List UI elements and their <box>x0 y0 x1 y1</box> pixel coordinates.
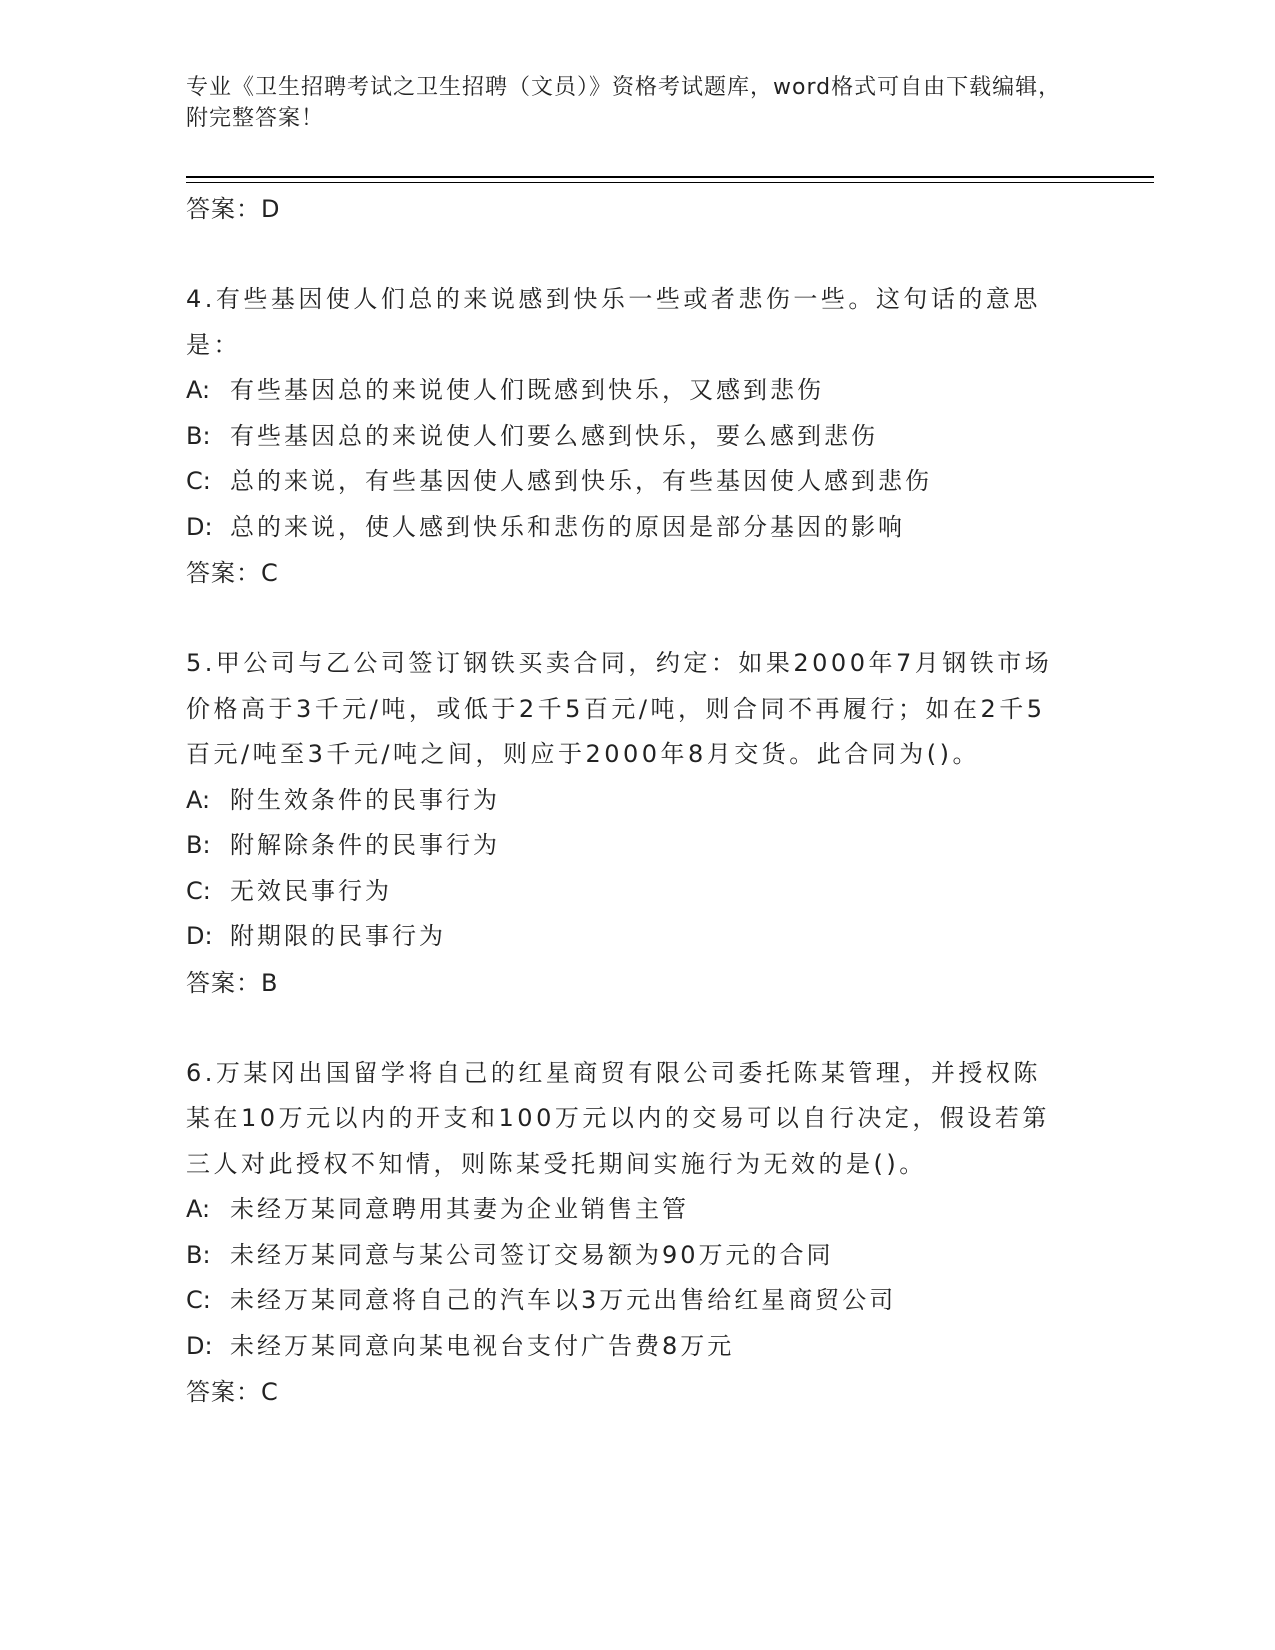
question-stem: 6.万某冈出国留学将自己的红星商贸有限公司委托陈某管理，并授权陈某在10万元以内的开支和100万元以内的交易可以自行决定，假设若第三人对此授权不知情，则陈某受托期间实施行为无效的是()。 <box>186 1058 1050 1178</box>
header-divider <box>186 176 1154 178</box>
option-text: 总的来说，使人感到快乐和悲伤的原因是部分基因的影响 <box>230 512 905 541</box>
option-a <box>186 778 1086 824</box>
option-text: 附解除条件的民事行为 <box>230 831 500 859</box>
option-letter: C: <box>186 876 211 905</box>
option-text: 未经万某同意聘用其妻为企业销售主管 <box>230 1195 689 1223</box>
option-d <box>186 1324 1086 1370</box>
option-text: 附期限的民事行为 <box>230 922 446 950</box>
option-a <box>186 1187 1086 1233</box>
option-d <box>186 505 1086 551</box>
header-divider-thin <box>186 182 1154 183</box>
option-text: 有些基因总的来说使人们既感到快乐，又感到悲伤 <box>230 376 824 404</box>
option-text: 未经万某同意将自己的汽车以3万元出售给红星商贸公司 <box>230 1286 897 1314</box>
option-c <box>186 869 1086 915</box>
answer-line: 答案：D <box>186 195 281 223</box>
question-stem: 5.甲公司与乙公司签订钢铁买卖合同，约定：如果2000年7月钢铁市场价格高于3千元/吨，或低于2千5百元/吨，则合同不再履行；如在2千5百元/吨至3千元/吨之间，则应于2000年8月交货。此合同为()。 <box>186 649 1053 768</box>
question-list <box>186 186 1086 1415</box>
option-letter: A: <box>186 785 211 814</box>
option-letter: D: <box>186 512 213 541</box>
question-block <box>186 641 1086 1006</box>
option-b <box>186 823 1086 869</box>
option-letter: B: <box>186 421 211 450</box>
question-block <box>186 1051 1086 1416</box>
option-d <box>186 914 1086 960</box>
option-c <box>186 459 1086 505</box>
option-letter: D: <box>186 1331 213 1360</box>
option-letter: D: <box>186 922 213 950</box>
option-text: 未经万某同意与某公司签订交易额为90万元的合同 <box>230 1240 834 1269</box>
option-text: 未经万某同意向某电视台支付广告费8万元 <box>230 1331 735 1360</box>
answer-line: 答案：B <box>186 968 279 997</box>
option-b <box>186 414 1086 460</box>
question-stem: 4.有些基因使人们总的来说感到快乐一些或者悲伤一些。这句话的意思是： <box>186 285 1041 359</box>
option-letter: A: <box>186 376 211 404</box>
option-a <box>186 368 1086 414</box>
document-header: 专业《卫生招聘考试之卫生招聘（文员）》资格考试题库，word格式可自由下载编辑，附完整答案！ <box>186 75 1062 131</box>
option-b <box>186 1233 1086 1279</box>
option-text: 有些基因总的来说使人们要么感到快乐，要么感到悲伤 <box>230 421 878 450</box>
option-letter: C: <box>186 467 211 495</box>
option-text: 无效民事行为 <box>230 876 392 905</box>
option-letter: B: <box>186 1240 211 1269</box>
question-block <box>186 277 1086 596</box>
option-letter: A: <box>186 1195 211 1223</box>
answer-line: 答案：C <box>186 559 279 587</box>
option-c <box>186 1278 1086 1324</box>
option-letter: B: <box>186 831 211 859</box>
option-letter: C: <box>186 1286 211 1314</box>
answer-line: 答案：C <box>186 1378 279 1406</box>
option-text: 附生效条件的民事行为 <box>230 785 500 814</box>
option-text: 总的来说，有些基因使人感到快乐，有些基因使人感到悲伤 <box>230 467 932 495</box>
